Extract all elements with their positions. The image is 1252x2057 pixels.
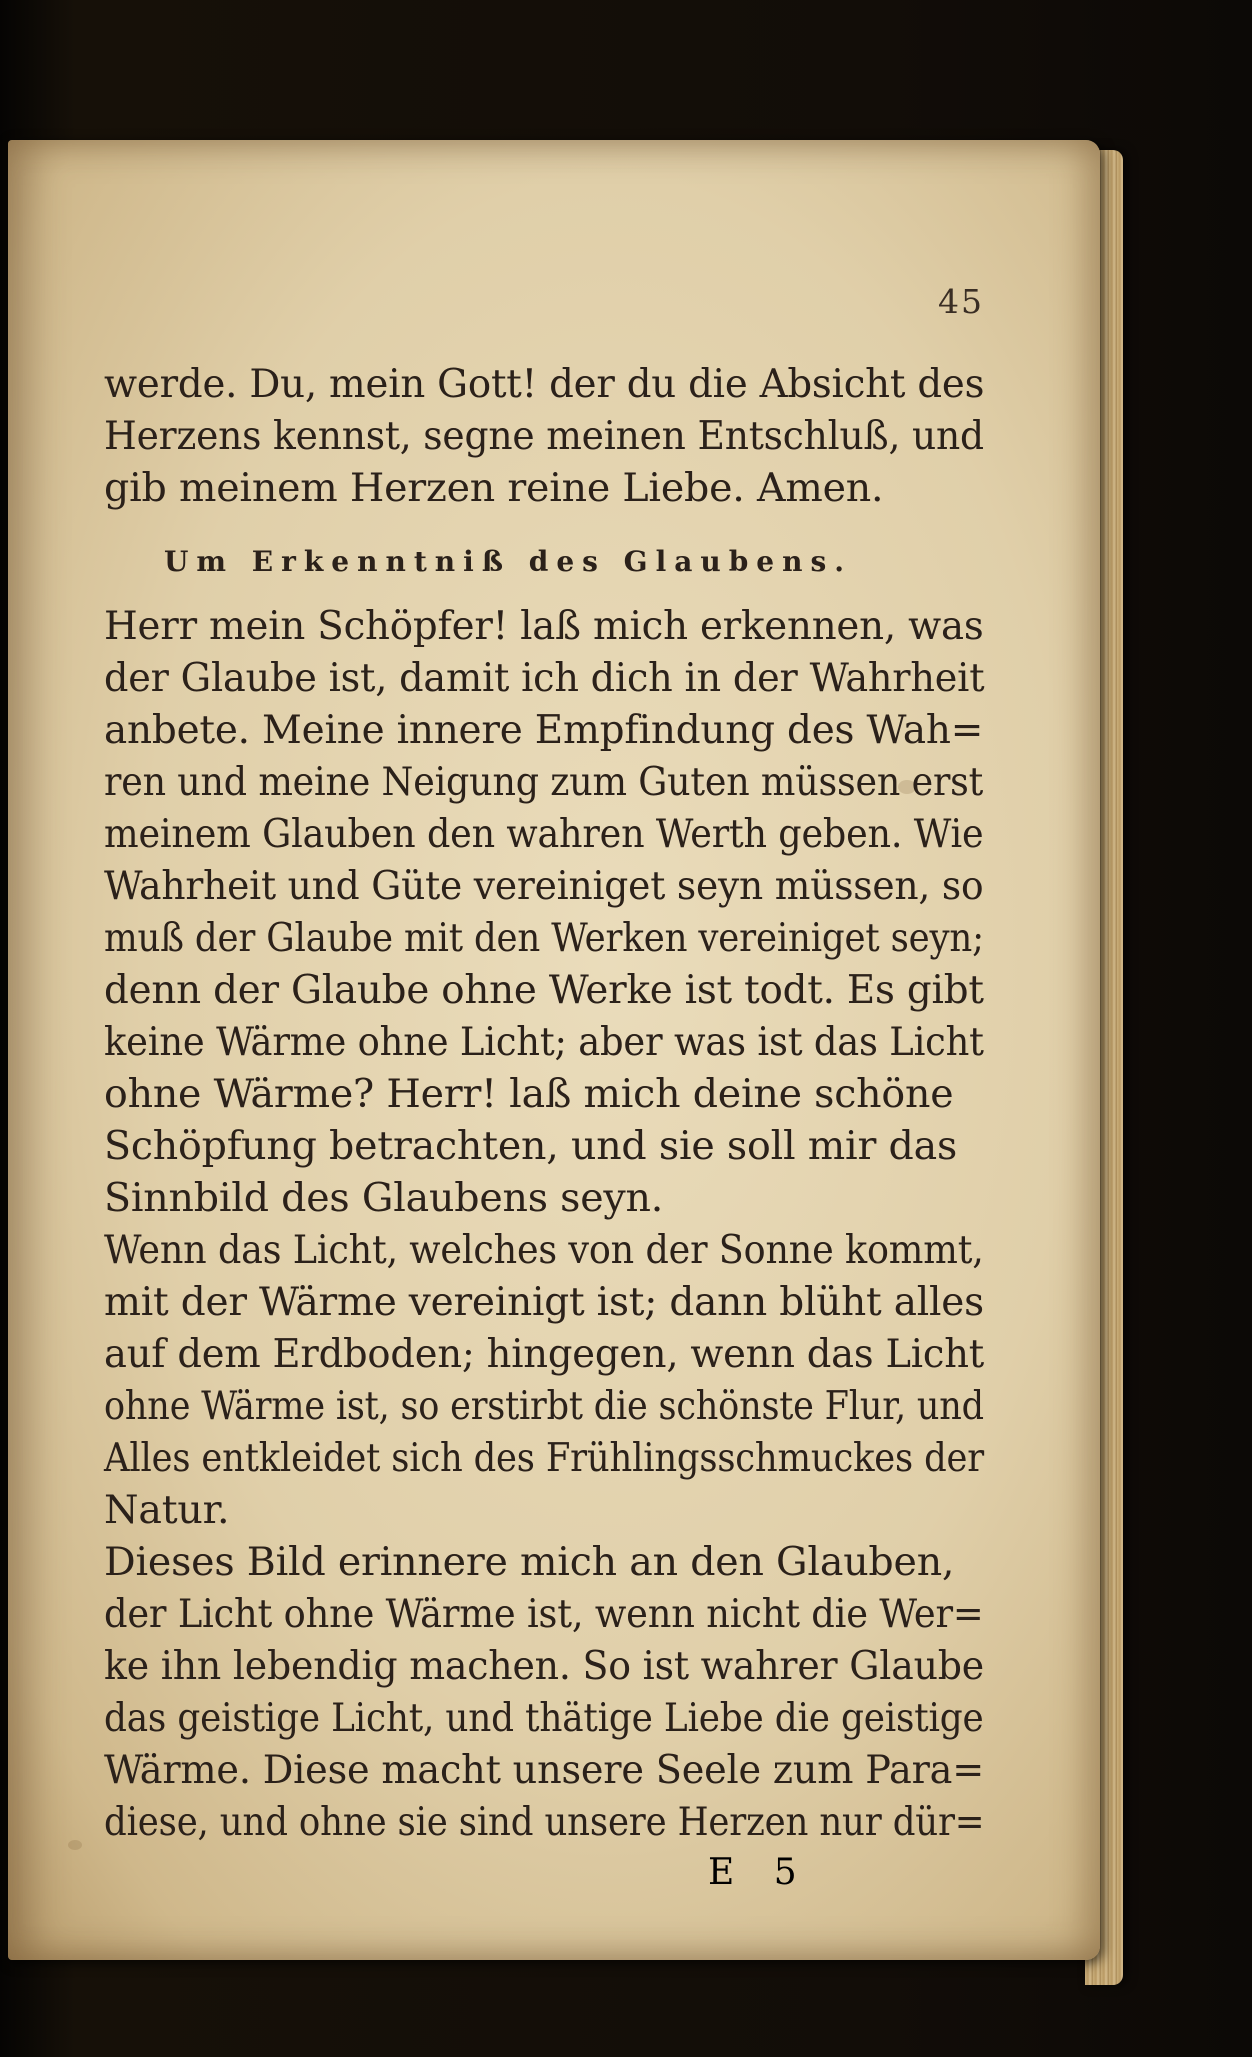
text-line: ke ihn lebendig machen. So ist wahrer Glaube	[104, 1643, 984, 1689]
text-line: denn der Glaube ohne Werke ist todt. Es gibt	[104, 967, 984, 1013]
text-line: auf dem Erdboden; hingegen, wenn das Licht	[104, 1331, 985, 1377]
text-line: meinem Glauben den wahren Werth geben. Wie	[104, 811, 984, 857]
text-line: der Glaube ist, damit ich dich in der Wahrheit	[104, 655, 985, 701]
text-line: Dieses Bild erinnere mich an den Glauben,	[104, 1539, 955, 1585]
text-line: keine Wärme ohne Licht; aber was ist das Licht	[104, 1019, 984, 1065]
paper-stain	[68, 1840, 82, 1850]
section-heading: Um Erkenntniß des Glaubens.	[164, 545, 852, 578]
book-page	[8, 140, 1100, 1960]
text-line: anbete. Meine innere Empfindung des Wah=	[104, 707, 984, 753]
text-line: Wenn das Licht, welches von der Sonne kommt,	[104, 1227, 984, 1273]
text-line: muß der Glaube mit den Werken vereiniget seyn;	[104, 915, 984, 961]
text-line: ohne Wärme? Herr! laß mich deine schöne	[104, 1071, 954, 1117]
text-line: werde. Du, mein Gott! der du die Absicht des	[104, 361, 985, 407]
text-line: Alles entkleidet sich des Frühlingsschmuckes der	[104, 1435, 984, 1481]
text-line: Schöpfung betrachten, und sie soll mir das	[104, 1123, 958, 1169]
text-line: gib meinem Herzen reine Liebe. Amen.	[104, 465, 884, 511]
text-line: Wärme. Diese macht unsere Seele zum Para=	[104, 1747, 985, 1793]
text-line: Natur.	[104, 1487, 230, 1533]
text-line: diese, und ohne sie sind unsere Herzen nur dür=	[104, 1799, 985, 1845]
text-line: Wahrheit und Güte vereiniget seyn müssen, so	[104, 863, 984, 909]
text-line: ren und meine Neigung zum Guten müssen erst	[104, 759, 984, 805]
text-line: ohne Wärme ist, so erstirbt die schönste Flur, und	[104, 1383, 984, 1429]
page-number: 45	[938, 282, 984, 321]
text-line: Herzens kennst, segne meinen Entschluß, und	[104, 413, 984, 459]
text-line: der Licht ohne Wärme ist, wenn nicht die Wer=	[104, 1591, 984, 1637]
signature-mark: E 5	[708, 1852, 811, 1893]
text-line: das geistige Licht, und thätige Liebe die geistige	[104, 1695, 984, 1741]
text-line: Sinnbild des Glaubens seyn.	[104, 1175, 664, 1221]
text-line: mit der Wärme vereinigt ist; dann blüht alles	[104, 1279, 984, 1325]
text-line: Herr mein Schöpfer! laß mich erkennen, was	[104, 603, 984, 649]
